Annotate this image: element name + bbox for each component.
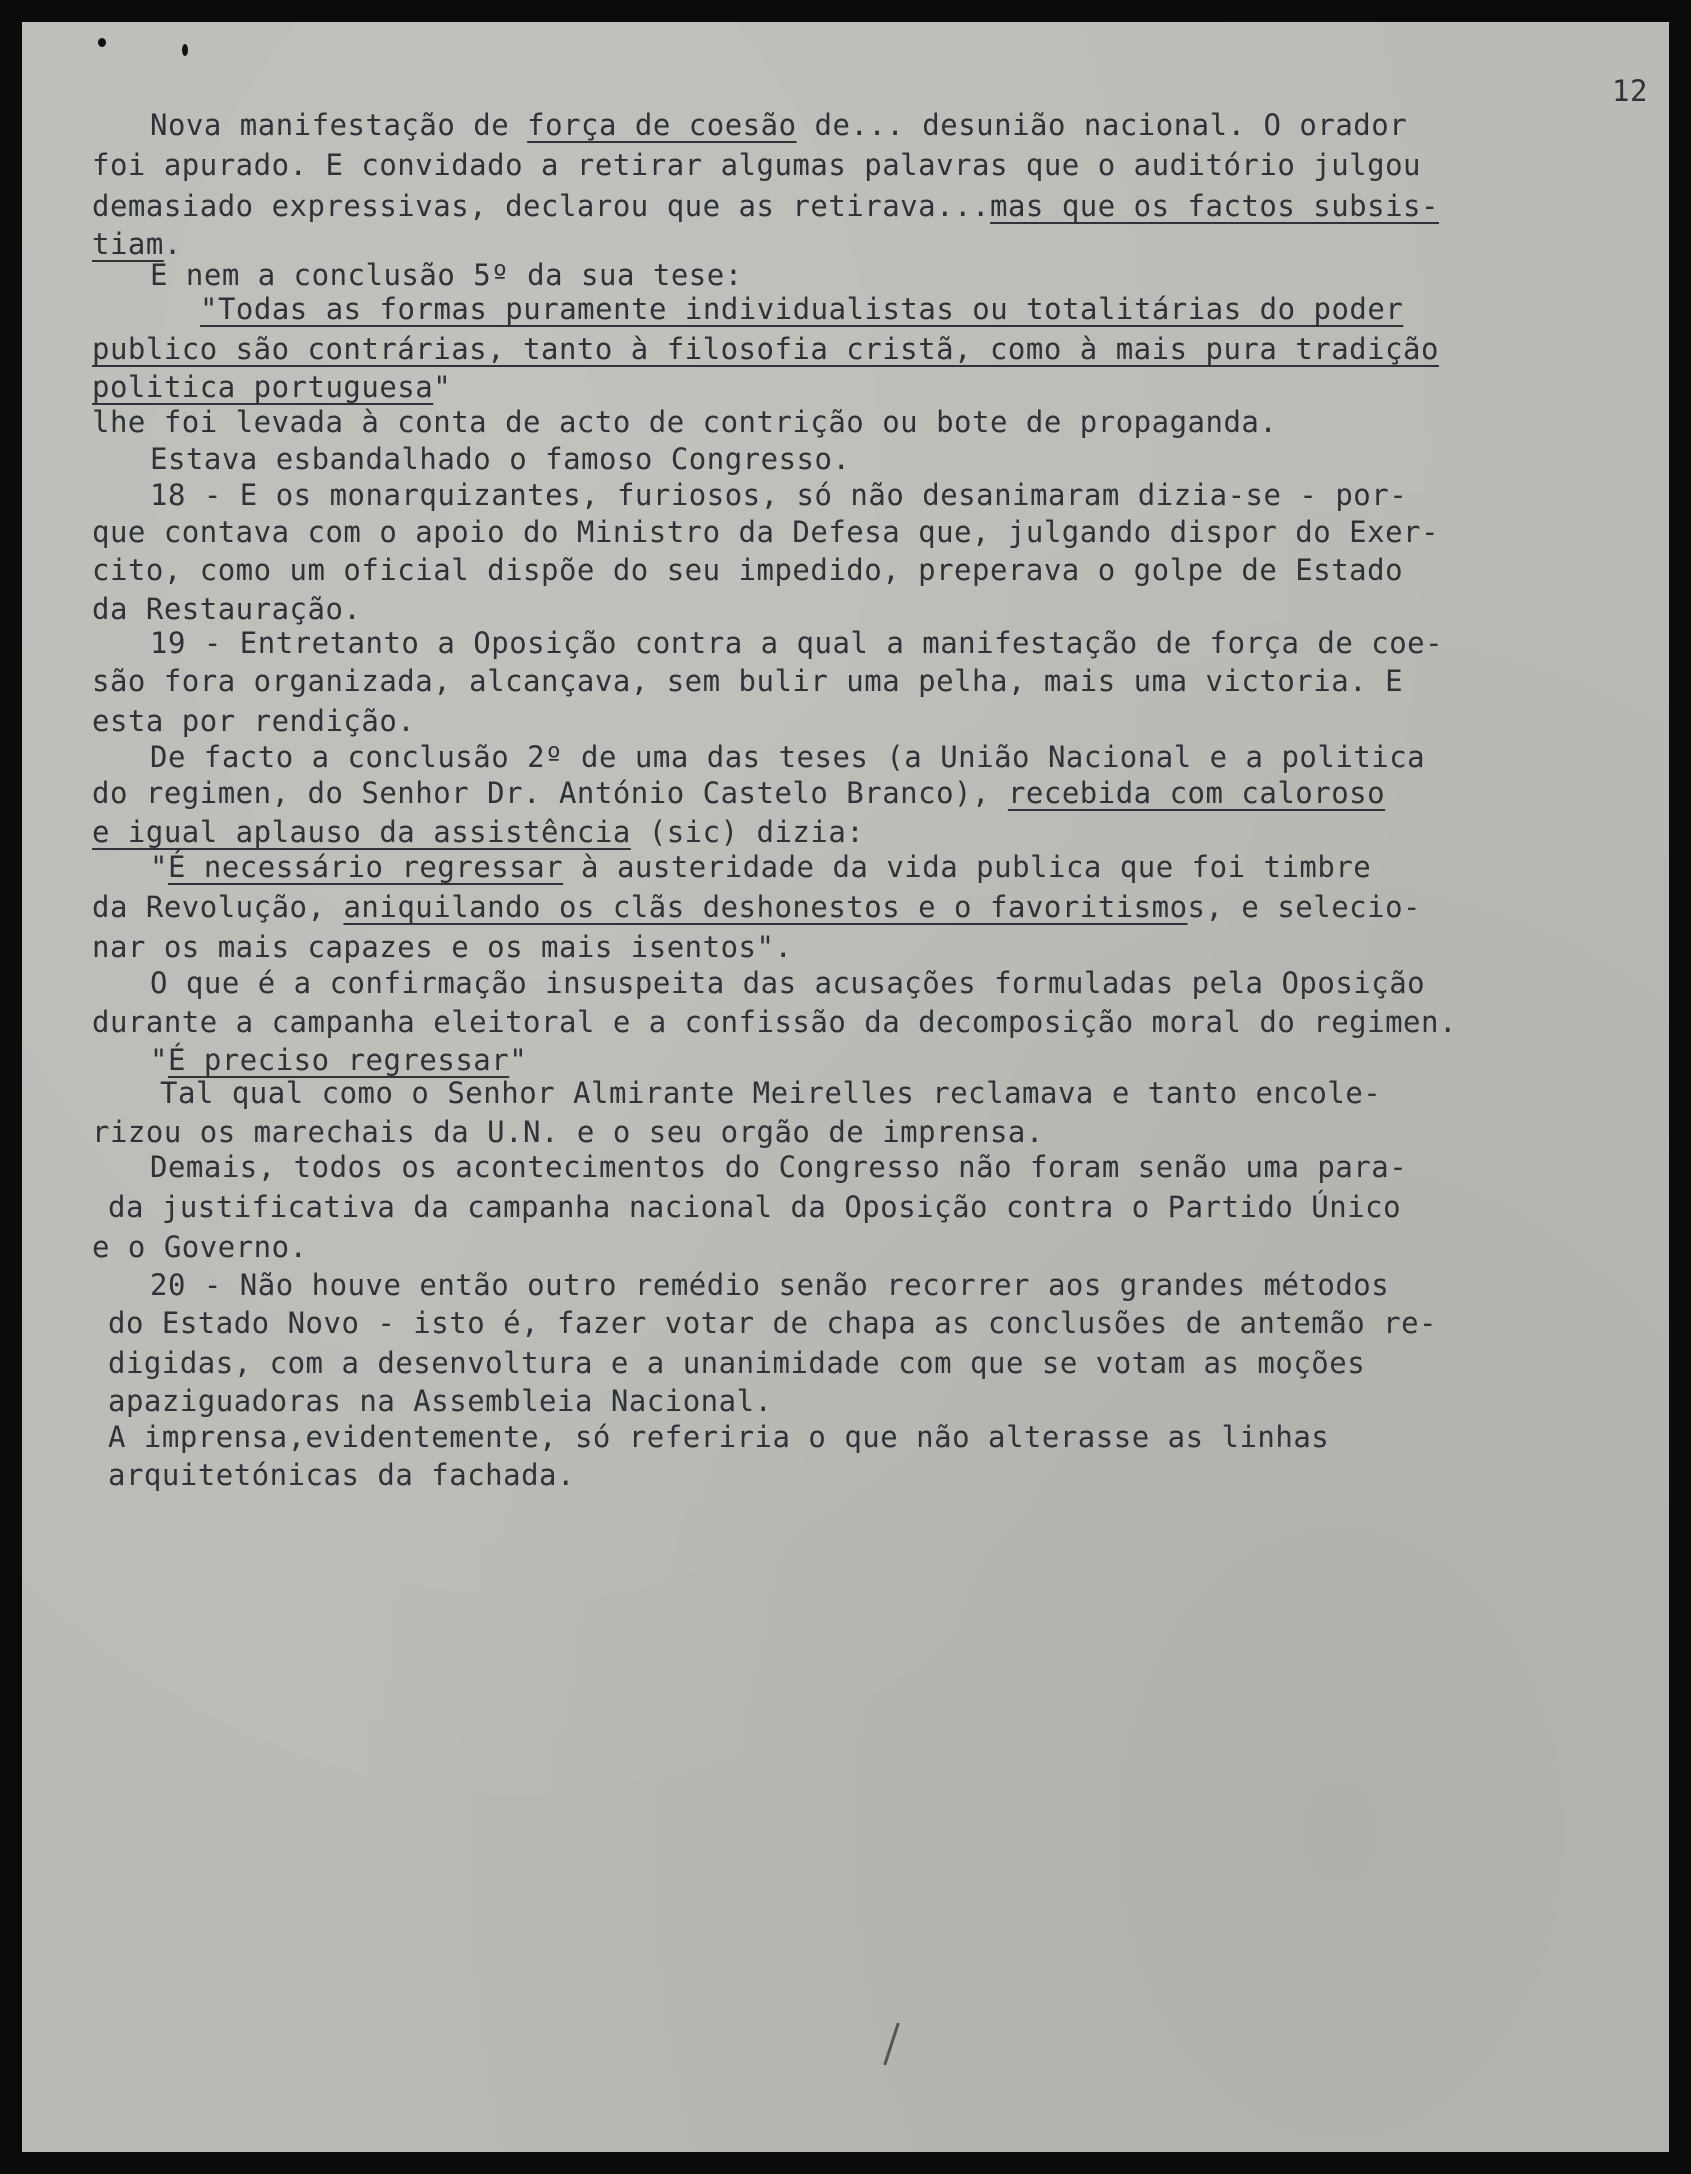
text-line (108, 1346, 1365, 1380)
text-segment: da Restauração. (92, 592, 362, 626)
text-line (92, 553, 1403, 587)
text-segment: e o Governo. (92, 1230, 308, 1264)
text-segment: foi apurado. E convidado a retirar algumas palavras que o auditório julgou (92, 148, 1422, 182)
text-line (92, 405, 1277, 439)
text-segment: esta por rendição. (92, 704, 416, 738)
text-segment: 20 - Não houve então outro remédio senão recorrer aos grandes métodos (150, 1268, 1390, 1302)
text-segment: à austeridade da vida publica que foi timbre (563, 850, 1372, 884)
text-segment: são fora organizada, alcançava, sem bulir uma pelha, mais uma victoria. E (92, 664, 1404, 698)
text-line (108, 1458, 575, 1492)
text-line (150, 850, 1371, 884)
text-line (200, 292, 1403, 326)
text-segment: . (163, 227, 182, 261)
ink-spot (182, 44, 188, 56)
text-line (92, 776, 1385, 810)
text-segment: (sic) dizia: (630, 815, 865, 849)
text-segment: " (509, 1043, 528, 1077)
text-line (92, 227, 182, 261)
text-segment: A imprensa,evidentemente, só referiria o que não alterasse as linhas (108, 1420, 1330, 1454)
text-segment: demasiado expressivas, declarou que as retirava... (92, 189, 990, 223)
underlined-text: É preciso regressar (167, 1043, 510, 1077)
text-line (92, 1005, 1457, 1039)
underlined-text: força de coesão (527, 108, 797, 142)
text-line (92, 332, 1439, 366)
underlined-text: recebida com caloroso (1007, 776, 1386, 810)
text-line (150, 966, 1425, 1000)
text-segment: O que é a confirmação insuspeita das acusações formuladas pela Oposição (150, 966, 1426, 1000)
text-segment: 19 - Entretanto a Oposição contra a qual a manifestação de força de coe- (150, 626, 1444, 660)
text-line (150, 626, 1443, 660)
text-line (92, 1230, 308, 1264)
text-line (92, 704, 415, 738)
text-line (108, 1420, 1329, 1454)
text-segment: digidas, com a desenvoltura e a unanimidade com que se votam as moções (108, 1346, 1366, 1380)
text-segment: E nem a conclusão 5º da sua tese: (150, 258, 743, 292)
text-line (92, 189, 1439, 223)
text-line (150, 108, 1407, 142)
text-segment: " (433, 370, 452, 404)
underlined-text: "Todas as formas puramente individualistas ou totalitárias do poder (200, 292, 1404, 326)
text-line (150, 258, 743, 292)
text-line (92, 1115, 1044, 1149)
text-segment: Nova manifestação de (150, 108, 528, 142)
text-segment: durante a campanha eleitoral e a confissão da decomposição moral do regimen. (92, 1005, 1457, 1039)
text-line (92, 890, 1421, 924)
text-line (92, 664, 1403, 698)
underlined-text: e igual aplauso da assistência (92, 815, 631, 849)
text-line (150, 442, 850, 476)
text-segment: que contava com o apoio do Ministro da Defesa que, julgando dispor do Exer- (92, 515, 1439, 549)
text-segment: do regimen, do Senhor Dr. António Castelo Branco), (92, 776, 1008, 810)
underlined-text: aniquilando os clãs deshonestos e o favoritismo (343, 890, 1188, 924)
page-number: 12 (1612, 74, 1648, 108)
text-segment: " (150, 1043, 168, 1077)
text-segment: rizou os marechais da U.N. e o seu orgão de imprensa. (92, 1115, 1044, 1149)
text-segment: lhe foi levada à conta de acto de contrição ou bote de propaganda. (92, 405, 1278, 439)
text-segment: apaziguadoras na Assembleia Nacional. (108, 1384, 773, 1418)
ink-spot (98, 38, 106, 47)
text-line (108, 1384, 773, 1418)
text-segment: " (150, 850, 168, 884)
text-segment: De facto a conclusão 2º de uma das teses (a União Nacional e a politica (150, 740, 1426, 774)
text-line (92, 930, 792, 964)
pen-mark (883, 2023, 899, 2066)
text-line (92, 370, 451, 404)
underlined-text: É necessário regressar (167, 850, 564, 884)
text-line (108, 1190, 1401, 1224)
text-line (92, 592, 361, 626)
text-segment: 18 - E os monarquizantes, furiosos, só não desanimaram dizia-se - por- (150, 478, 1408, 512)
text-line (92, 815, 864, 849)
text-line (150, 478, 1407, 512)
text-line (150, 740, 1425, 774)
text-segment: Tal qual como o Senhor Almirante Meirelles reclamava e tanto encole- (160, 1076, 1382, 1110)
text-line (150, 1150, 1407, 1184)
text-line (92, 515, 1439, 549)
text-line (160, 1076, 1381, 1110)
text-segment: do Estado Novo - isto é, fazer votar de chapa as conclusões de antemão re- (108, 1306, 1438, 1340)
text-segment: s, e selecio- (1187, 890, 1422, 924)
text-line (150, 1043, 527, 1077)
text-segment: de... desunião nacional. O orador (796, 108, 1408, 142)
underlined-text: tiam (92, 227, 164, 261)
text-segment: arquitetónicas da fachada. (108, 1458, 575, 1492)
text-line (108, 1306, 1437, 1340)
typewritten-page (22, 22, 1669, 2152)
text-segment: da justificativa da campanha nacional da Oposição contra o Partido Único (108, 1190, 1402, 1224)
text-segment: nar os mais capazes e os mais isentos". (92, 930, 793, 964)
text-line (92, 148, 1421, 182)
text-segment: Estava esbandalhado o famoso Congresso. (150, 442, 851, 476)
text-line (150, 1268, 1389, 1302)
underlined-text: politica portuguesa (92, 370, 434, 404)
text-segment: cito, como um oficial dispõe do seu impedido, preperava o golpe de Estado (92, 553, 1404, 587)
underlined-text: mas que os factos subsis- (989, 189, 1439, 223)
underlined-text: publico são contrárias, tanto à filosofia cristã, como à mais pura tradição (92, 332, 1439, 366)
text-segment: da Revolução, (92, 890, 344, 924)
text-segment: Demais, todos os acontecimentos do Congresso não foram senão uma para- (150, 1150, 1408, 1184)
